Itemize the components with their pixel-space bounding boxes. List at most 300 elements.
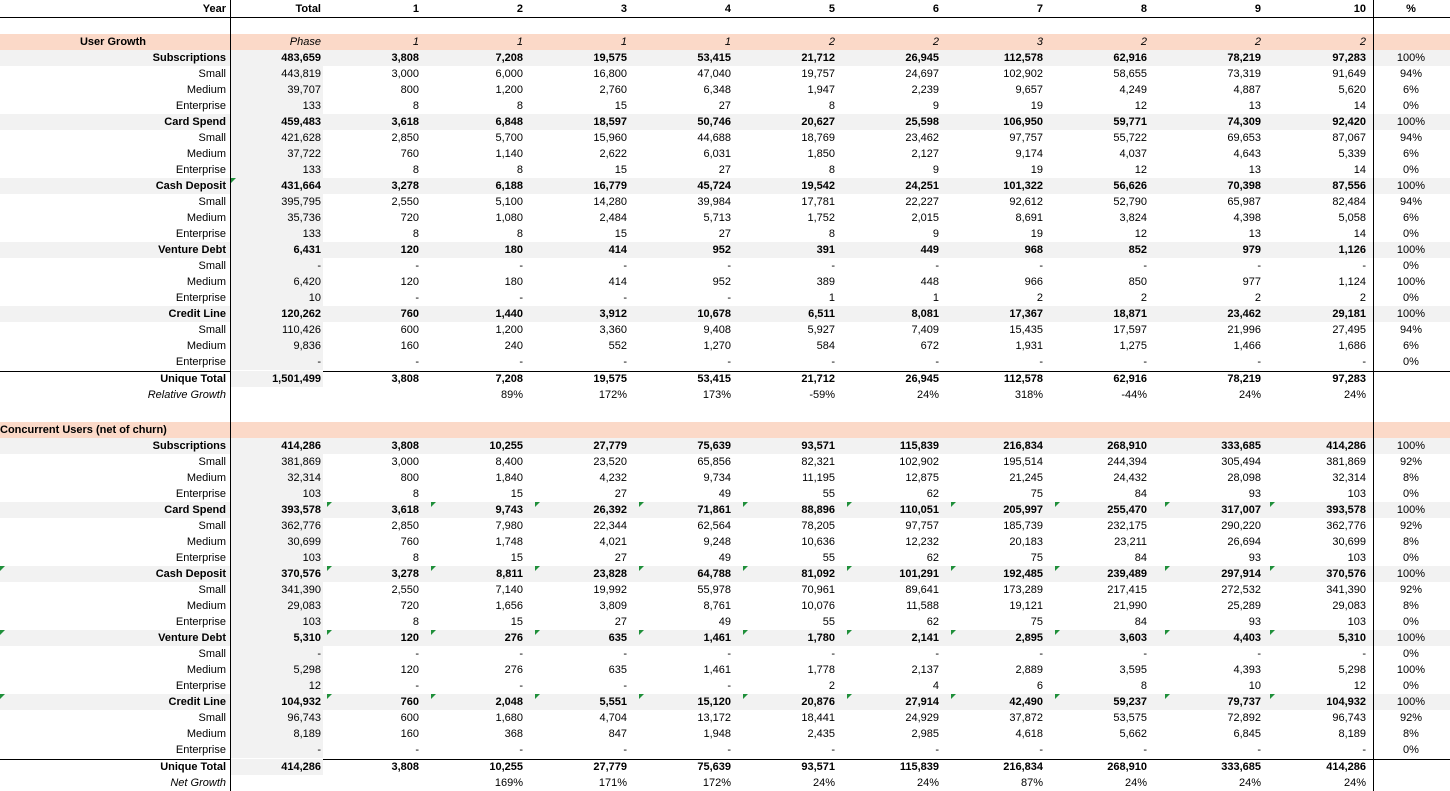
year-5-cell[interactable]: 20,876: [801, 696, 835, 708]
year-6-cell[interactable]: 9: [932, 164, 939, 176]
year-1-cell[interactable]: 8: [412, 164, 419, 176]
year-6-cell[interactable]: 12,875: [905, 472, 939, 484]
row-label[interactable]: Small: [198, 196, 226, 208]
year-1-cell[interactable]: 760: [400, 696, 419, 708]
row-label[interactable]: Medium: [186, 276, 226, 288]
year-4-cell[interactable]: 50,746: [697, 116, 731, 128]
year-8-cell[interactable]: 2: [1140, 36, 1147, 48]
year-6-cell[interactable]: 110,051: [899, 504, 939, 516]
year-6-cell[interactable]: 11,588: [906, 600, 939, 612]
percent-cell[interactable]: [1374, 34, 1448, 50]
row-label[interactable]: Year: [202, 3, 226, 15]
year-2-cell[interactable]: 2,048: [495, 696, 523, 708]
year-2-cell[interactable]: 1: [516, 36, 523, 48]
year-3-cell[interactable]: 2,760: [599, 84, 627, 96]
year-9-cell[interactable]: 317,007: [1221, 504, 1261, 516]
year-4-cell[interactable]: 1: [724, 36, 731, 48]
year-5-cell[interactable]: 21,712: [801, 373, 835, 385]
year-4-cell[interactable]: -: [727, 744, 731, 756]
year-9-cell[interactable]: 1,466: [1233, 340, 1261, 352]
year-5-cell[interactable]: 55: [822, 552, 835, 564]
total-cell[interactable]: 104,932: [231, 694, 323, 710]
year-1-cell[interactable]: 3,808: [391, 52, 419, 64]
percent-cell[interactable]: 100%: [1396, 52, 1426, 64]
year-9-cell[interactable]: 13: [1248, 228, 1261, 240]
year-10-cell[interactable]: 92,420: [1332, 116, 1366, 128]
year-5-cell[interactable]: 1,778: [807, 664, 835, 676]
year-8-cell[interactable]: 84: [1134, 616, 1147, 628]
year-3-cell[interactable]: 14,280: [593, 196, 627, 208]
year-10-cell[interactable]: -: [1362, 356, 1366, 368]
percent-cell[interactable]: 0%: [1403, 648, 1419, 660]
year-6-cell[interactable]: -: [935, 744, 939, 756]
year-2-cell[interactable]: 169%: [494, 777, 523, 789]
year-6-cell[interactable]: 97,757: [905, 520, 939, 532]
year-7-cell[interactable]: 37,872: [1009, 712, 1043, 724]
year-7-cell[interactable]: 2: [1036, 292, 1043, 304]
year-7-cell[interactable]: 2,889: [1015, 664, 1043, 676]
year-10-cell[interactable]: 414,286: [1326, 761, 1366, 773]
year-7-cell[interactable]: 966: [1024, 276, 1043, 288]
total-cell[interactable]: -: [231, 354, 323, 370]
year-10-cell[interactable]: 12: [1353, 680, 1366, 692]
year-9-cell[interactable]: 25,289: [1227, 600, 1261, 612]
year-1-cell[interactable]: 120: [400, 244, 419, 256]
year-5-cell[interactable]: -: [831, 648, 835, 660]
year-4-cell[interactable]: 10,678: [697, 308, 731, 320]
year-7-cell[interactable]: 8,691: [1015, 212, 1043, 224]
year-9-cell[interactable]: 333,685: [1221, 761, 1261, 773]
percent-cell[interactable]: 0%: [1403, 744, 1419, 756]
total-cell[interactable]: 459,483: [231, 114, 323, 130]
year-6-cell[interactable]: 26,945: [905, 52, 939, 64]
year-3-cell[interactable]: 635: [608, 632, 627, 644]
year-4-cell[interactable]: 6,348: [703, 84, 731, 96]
year-3-cell[interactable]: 172%: [598, 389, 627, 401]
row-label[interactable]: Medium: [186, 600, 226, 612]
table-row[interactable]: [0, 162, 1450, 178]
year-4-cell[interactable]: 27: [718, 164, 731, 176]
year-6-cell[interactable]: -: [935, 356, 939, 368]
percent-cell[interactable]: 0%: [1403, 616, 1419, 628]
year-8-cell[interactable]: 244,394: [1107, 456, 1147, 468]
year-5-cell[interactable]: 8: [828, 100, 835, 112]
year-7-cell[interactable]: 4,618: [1015, 728, 1043, 740]
row-label[interactable]: Medium: [186, 472, 226, 484]
table-row[interactable]: [0, 726, 1450, 742]
year-8-cell[interactable]: 3,603: [1119, 632, 1147, 644]
year-5-cell[interactable]: 6,511: [808, 308, 835, 320]
year-1-cell[interactable]: 3,808: [391, 761, 419, 773]
year-7-cell[interactable]: 7: [1036, 3, 1043, 15]
year-10-cell[interactable]: 5,058: [1338, 212, 1366, 224]
year-1-cell[interactable]: 2,550: [391, 196, 419, 208]
year-3-cell[interactable]: 23,520: [593, 456, 627, 468]
year-1-cell[interactable]: 760: [400, 308, 419, 320]
year-2-cell[interactable]: 8: [516, 228, 523, 240]
year-3-cell[interactable]: 5,551: [599, 696, 627, 708]
year-5-cell[interactable]: 18,769: [801, 132, 835, 144]
year-2-cell[interactable]: 8: [516, 164, 523, 176]
year-7-cell[interactable]: 968: [1024, 244, 1043, 256]
year-6-cell[interactable]: 9: [932, 100, 939, 112]
year-6-cell[interactable]: 89,641: [905, 584, 939, 596]
year-8-cell[interactable]: 255,470: [1107, 504, 1147, 516]
year-9-cell[interactable]: 72,892: [1227, 712, 1261, 724]
year-10-cell[interactable]: 362,776: [1326, 520, 1366, 532]
total-cell[interactable]: 29,083: [231, 598, 323, 614]
year-1-cell[interactable]: 800: [400, 472, 419, 484]
year-1-cell[interactable]: 760: [400, 148, 419, 160]
year-6-cell[interactable]: 2,141: [911, 632, 939, 644]
percent-cell[interactable]: 0%: [1403, 292, 1419, 304]
year-3-cell[interactable]: 4,704: [599, 712, 627, 724]
row-label[interactable]: Venture Debt: [158, 632, 226, 644]
year-2-cell[interactable]: 6,000: [495, 68, 523, 80]
year-7-cell[interactable]: 42,490: [1009, 696, 1043, 708]
year-4-cell[interactable]: 9,408: [703, 324, 731, 336]
year-10-cell[interactable]: 5,620: [1338, 84, 1366, 96]
total-cell[interactable]: 103: [231, 486, 323, 502]
total-cell[interactable]: [231, 422, 323, 438]
year-1-cell[interactable]: 120: [400, 632, 419, 644]
year-10-cell[interactable]: 14: [1353, 228, 1366, 240]
year-5-cell[interactable]: 18,441: [801, 712, 835, 724]
year-4-cell[interactable]: 952: [712, 276, 731, 288]
year-3-cell[interactable]: 2,484: [599, 212, 627, 224]
year-1-cell[interactable]: [321, 775, 421, 791]
year-2-cell[interactable]: 7,208: [495, 52, 523, 64]
year-10-cell[interactable]: 87,556: [1332, 180, 1366, 192]
year-8-cell[interactable]: -: [1143, 648, 1147, 660]
year-5-cell[interactable]: 24%: [812, 777, 835, 789]
year-8-cell[interactable]: 4,037: [1119, 148, 1147, 160]
year-2-cell[interactable]: 6,848: [495, 116, 523, 128]
year-8-cell[interactable]: -: [1143, 744, 1147, 756]
year-2-cell[interactable]: 1,080: [495, 212, 523, 224]
year-5-cell[interactable]: 93,571: [801, 761, 835, 773]
year-1-cell[interactable]: 600: [400, 324, 419, 336]
table-row[interactable]: [0, 662, 1450, 678]
year-4-cell[interactable]: 75,639: [697, 761, 731, 773]
year-2-cell[interactable]: 7,980: [495, 520, 523, 532]
row-label[interactable]: Enterprise: [175, 552, 226, 564]
year-7-cell[interactable]: 19: [1030, 100, 1043, 112]
year-3-cell[interactable]: 26,392: [593, 504, 627, 516]
total-cell[interactable]: Total: [295, 3, 321, 15]
year-7-cell[interactable]: 205,997: [1003, 504, 1043, 516]
percent-cell[interactable]: [1374, 387, 1448, 403]
year-2-cell[interactable]: 8,400: [495, 456, 523, 468]
section-header-row[interactable]: [0, 34, 1450, 50]
year-5-cell[interactable]: 88,896: [801, 504, 835, 516]
year-2-cell[interactable]: 1,200: [495, 324, 523, 336]
percent-cell[interactable]: 8%: [1403, 728, 1419, 740]
table-row[interactable]: [0, 130, 1450, 146]
year-1-cell[interactable]: 3,808: [391, 440, 419, 452]
total-cell[interactable]: 12: [231, 678, 323, 694]
year-1-cell[interactable]: 8: [412, 616, 419, 628]
table-row[interactable]: [0, 486, 1450, 502]
row-label[interactable]: Enterprise: [175, 744, 226, 756]
year-4-cell[interactable]: 49: [718, 488, 731, 500]
percent-cell[interactable]: 8%: [1403, 600, 1419, 612]
percent-cell[interactable]: 100%: [1396, 276, 1426, 288]
year-6-cell[interactable]: 24%: [916, 777, 939, 789]
year-9-cell[interactable]: -: [1257, 648, 1261, 660]
year-6-cell[interactable]: 115,839: [899, 761, 939, 773]
total-cell[interactable]: -: [231, 646, 323, 662]
year-7-cell[interactable]: 15,435: [1009, 324, 1043, 336]
year-9-cell[interactable]: 4,887: [1233, 84, 1261, 96]
percent-cell[interactable]: 100%: [1396, 244, 1426, 256]
year-9-cell[interactable]: 74,309: [1227, 116, 1261, 128]
year-3-cell[interactable]: 16,779: [593, 180, 627, 192]
total-cell[interactable]: 133: [231, 162, 323, 178]
row-label[interactable]: Enterprise: [175, 292, 226, 304]
year-10-cell[interactable]: 30,699: [1332, 536, 1366, 548]
row-label[interactable]: Subscriptions: [152, 52, 226, 64]
year-3-cell[interactable]: 4,232: [599, 472, 627, 484]
total-cell[interactable]: -: [231, 742, 323, 758]
row-label[interactable]: Small: [198, 132, 226, 144]
year-7-cell[interactable]: 106,950: [1003, 116, 1043, 128]
year-6-cell[interactable]: 672: [920, 340, 939, 352]
year-10-cell[interactable]: 32,314: [1332, 472, 1366, 484]
year-8-cell[interactable]: 2: [1140, 292, 1147, 304]
percent-cell[interactable]: 100%: [1396, 696, 1426, 708]
year-1-cell[interactable]: -: [415, 648, 419, 660]
year-1-cell[interactable]: 3,808: [391, 373, 419, 385]
year-2-cell[interactable]: -: [519, 744, 523, 756]
year-1-cell[interactable]: -: [415, 680, 419, 692]
year-10-cell[interactable]: 2: [1359, 292, 1366, 304]
row-label[interactable]: Enterprise: [175, 488, 226, 500]
year-9-cell[interactable]: 305,494: [1221, 456, 1261, 468]
table-row[interactable]: [0, 630, 1450, 646]
total-cell[interactable]: 395,795: [231, 194, 323, 210]
year-4-cell[interactable]: 4: [724, 3, 731, 15]
year-9-cell[interactable]: 24%: [1238, 777, 1261, 789]
table-row[interactable]: [0, 82, 1450, 98]
year-1-cell[interactable]: [321, 387, 421, 403]
year-8-cell[interactable]: 58,655: [1113, 68, 1147, 80]
year-5-cell[interactable]: 389: [816, 276, 835, 288]
year-4-cell[interactable]: 1,461: [703, 632, 731, 644]
year-4-cell[interactable]: -: [727, 292, 731, 304]
year-4-cell[interactable]: -: [727, 648, 731, 660]
row-label[interactable]: Small: [198, 712, 226, 724]
year-9-cell[interactable]: 333,685: [1221, 440, 1261, 452]
year-2-cell[interactable]: 6,188: [495, 180, 523, 192]
year-4-cell[interactable]: 8,761: [703, 600, 731, 612]
row-label[interactable]: Small: [198, 520, 226, 532]
table-row[interactable]: [0, 338, 1450, 354]
year-10-cell[interactable]: 10: [1353, 3, 1366, 15]
year-10-cell[interactable]: -: [1362, 260, 1366, 272]
year-5-cell[interactable]: 391: [816, 244, 835, 256]
year-8-cell[interactable]: 18,871: [1113, 308, 1147, 320]
year-9-cell[interactable]: 290,220: [1221, 520, 1261, 532]
total-cell[interactable]: 5,310: [231, 630, 323, 646]
table-row[interactable]: [0, 306, 1450, 322]
row-label[interactable]: Card Spend: [164, 116, 226, 128]
year-6-cell[interactable]: 2,137: [911, 664, 939, 676]
year-9-cell[interactable]: 28,098: [1227, 472, 1261, 484]
percent-cell[interactable]: [1374, 775, 1448, 791]
year-10-cell[interactable]: 8,189: [1338, 728, 1366, 740]
year-3-cell[interactable]: 4,021: [599, 536, 627, 548]
row-label[interactable]: Subscriptions: [152, 440, 226, 452]
year-5-cell[interactable]: 1,947: [807, 84, 835, 96]
table-row[interactable]: [0, 210, 1450, 226]
total-cell[interactable]: 110,426: [231, 322, 323, 338]
percent-cell[interactable]: 92%: [1399, 520, 1423, 532]
year-9-cell[interactable]: -: [1257, 260, 1261, 272]
unique-total-row[interactable]: [0, 759, 1450, 775]
total-cell[interactable]: 362,776: [231, 518, 323, 534]
percent-cell[interactable]: 0%: [1403, 164, 1419, 176]
table-row[interactable]: [0, 258, 1450, 274]
year-5-cell[interactable]: 1: [828, 292, 835, 304]
year-10-cell[interactable]: 393,578: [1326, 504, 1366, 516]
year-9-cell[interactable]: 297,914: [1221, 568, 1261, 580]
year-5-cell[interactable]: 8: [828, 228, 835, 240]
year-10-cell[interactable]: 370,576: [1326, 568, 1366, 580]
year-10-cell[interactable]: 24%: [1343, 777, 1366, 789]
year-8-cell[interactable]: 232,175: [1107, 520, 1147, 532]
total-cell[interactable]: 421,628: [231, 130, 323, 146]
total-cell[interactable]: 32,314: [231, 470, 323, 486]
year-1-cell[interactable]: -: [415, 356, 419, 368]
total-cell[interactable]: 393,578: [231, 502, 323, 518]
year-4-cell[interactable]: -: [727, 680, 731, 692]
percent-cell[interactable]: 8%: [1403, 472, 1419, 484]
year-4-cell[interactable]: 5,713: [703, 212, 731, 224]
percent-cell[interactable]: 6%: [1403, 212, 1419, 224]
year-9-cell[interactable]: 93: [1248, 552, 1261, 564]
year-6-cell[interactable]: 12,232: [905, 536, 939, 548]
year-4-cell[interactable]: 173%: [702, 389, 731, 401]
year-3-cell[interactable]: -: [623, 292, 627, 304]
table-row[interactable]: [0, 710, 1450, 726]
total-cell[interactable]: 103: [231, 614, 323, 630]
year-3-cell[interactable]: 414: [608, 276, 627, 288]
year-7-cell[interactable]: 87%: [1020, 777, 1043, 789]
year-2-cell[interactable]: 240: [504, 340, 523, 352]
row-label[interactable]: Medium: [186, 84, 226, 96]
percent-cell[interactable]: 0%: [1403, 100, 1419, 112]
year-10-cell[interactable]: 29,083: [1332, 600, 1366, 612]
total-cell[interactable]: 35,736: [231, 210, 323, 226]
year-1-cell[interactable]: 3,000: [391, 68, 419, 80]
year-6-cell[interactable]: -: [935, 648, 939, 660]
year-1-cell[interactable]: 2,850: [391, 520, 419, 532]
year-8-cell[interactable]: 5,662: [1119, 728, 1147, 740]
year-7-cell[interactable]: 195,514: [1003, 456, 1043, 468]
total-cell[interactable]: 431,664: [231, 178, 323, 194]
year-9-cell[interactable]: 78,219: [1227, 52, 1261, 64]
year-7-cell[interactable]: 112,578: [1003, 52, 1043, 64]
year-7-cell[interactable]: 9,657: [1015, 84, 1043, 96]
year-5-cell[interactable]: 8: [828, 164, 835, 176]
percent-cell[interactable]: 100%: [1396, 440, 1426, 452]
row-label[interactable]: Enterprise: [175, 100, 226, 112]
year-3-cell[interactable]: 27: [614, 552, 627, 564]
table-row[interactable]: [0, 226, 1450, 242]
year-4-cell[interactable]: -: [727, 260, 731, 272]
year-2-cell[interactable]: 89%: [500, 389, 523, 401]
year-1-cell[interactable]: -: [415, 260, 419, 272]
year-5-cell[interactable]: -: [831, 260, 835, 272]
year-9-cell[interactable]: 2: [1254, 36, 1261, 48]
percent-cell[interactable]: [1374, 371, 1448, 387]
year-5-cell[interactable]: 584: [816, 340, 835, 352]
percent-cell[interactable]: 100%: [1396, 180, 1426, 192]
year-5-cell[interactable]: 1,850: [807, 148, 835, 160]
growth-row[interactable]: [0, 387, 1450, 403]
year-7-cell[interactable]: 97,757: [1009, 132, 1043, 144]
row-label[interactable]: Concurrent Users (net of churn): [0, 424, 167, 436]
percent-cell[interactable]: 100%: [1396, 632, 1426, 644]
year-10-cell[interactable]: 29,181: [1332, 308, 1366, 320]
total-cell[interactable]: 9,836: [231, 338, 323, 354]
year-5-cell[interactable]: -: [831, 356, 835, 368]
year-7-cell[interactable]: 75: [1030, 552, 1043, 564]
row-label[interactable]: Credit Line: [168, 696, 226, 708]
year-7-cell[interactable]: 19,121: [1009, 600, 1043, 612]
year-1-cell[interactable]: 600: [400, 712, 419, 724]
table-row[interactable]: [0, 354, 1450, 370]
year-9-cell[interactable]: 65,987: [1227, 196, 1261, 208]
year-1-cell[interactable]: 720: [400, 212, 419, 224]
year-9-cell[interactable]: 79,737: [1227, 696, 1261, 708]
year-4-cell[interactable]: 1,270: [703, 340, 731, 352]
year-3-cell[interactable]: 2,622: [599, 148, 627, 160]
year-9-cell[interactable]: 4,393: [1233, 664, 1261, 676]
year-5-cell[interactable]: 17,781: [801, 196, 835, 208]
year-3-cell[interactable]: 18,597: [593, 116, 627, 128]
total-cell[interactable]: 1,501,499: [231, 371, 323, 387]
year-4-cell[interactable]: 1,461: [703, 664, 731, 676]
year-8-cell[interactable]: 53,575: [1113, 712, 1147, 724]
percent-cell[interactable]: 0%: [1403, 260, 1419, 272]
percent-cell[interactable]: 100%: [1396, 664, 1426, 676]
year-10-cell[interactable]: 27,495: [1332, 324, 1366, 336]
year-8-cell[interactable]: 12: [1134, 228, 1147, 240]
year-5-cell[interactable]: 20,627: [801, 116, 835, 128]
year-5-cell[interactable]: 5: [828, 3, 835, 15]
year-6-cell[interactable]: 2: [932, 36, 939, 48]
year-7-cell[interactable]: 2,895: [1015, 632, 1043, 644]
year-8-cell[interactable]: 24%: [1124, 777, 1147, 789]
year-3-cell[interactable]: 15: [614, 100, 627, 112]
year-6-cell[interactable]: 24,929: [905, 712, 939, 724]
year-7-cell[interactable]: 17,367: [1009, 308, 1043, 320]
percent-cell[interactable]: 6%: [1403, 340, 1419, 352]
year-4-cell[interactable]: 952: [712, 244, 731, 256]
total-cell[interactable]: 39,707: [231, 82, 323, 98]
row-label[interactable]: Small: [198, 648, 226, 660]
total-cell[interactable]: 414,286: [231, 438, 323, 454]
year-7-cell[interactable]: 192,485: [1003, 568, 1043, 580]
table-row[interactable]: [0, 178, 1450, 194]
year-8-cell[interactable]: 55,722: [1113, 132, 1147, 144]
row-label[interactable]: Enterprise: [175, 228, 226, 240]
year-4-cell[interactable]: 9,248: [703, 536, 731, 548]
percent-cell[interactable]: [1374, 759, 1448, 775]
year-10-cell[interactable]: 1,126: [1338, 244, 1366, 256]
